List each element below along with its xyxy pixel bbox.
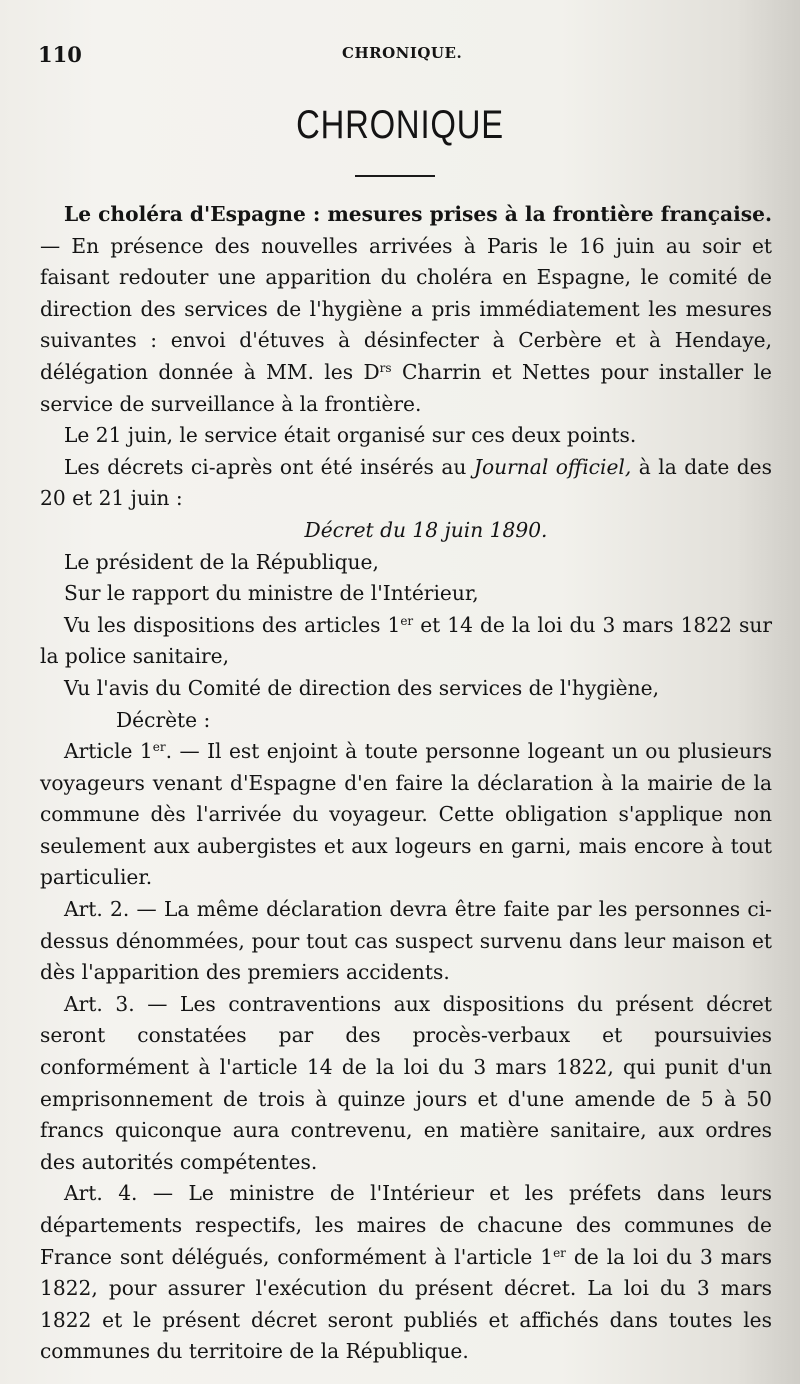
paragraph-decrees	[40, 452, 772, 515]
article-1	[40, 736, 772, 894]
article-1-label-a: Article 1	[64, 739, 153, 764]
intro-paragraph	[40, 199, 772, 420]
article-4-superscript: er	[553, 1245, 566, 1260]
intro-text-b: Charrin et Nettes pour installer le service de surveillance à la frontière.	[40, 359, 772, 416]
preamble-3-superscript: er	[400, 613, 414, 628]
page-number: 110	[38, 42, 82, 67]
running-title: CHRONIQUE.	[342, 44, 463, 62]
preamble-3-text-b: et 14 de la loi du 3 mars 1822 sur la police sanitaire,	[40, 612, 772, 669]
article-4	[40, 1178, 772, 1368]
article-4-text-a: Art. 4. — Le ministre de l'Intérieur et les préfets dans leurs départements respectifs, les maires de chacune des communes de France sont délégués, conformément à l'article 1	[40, 1181, 772, 1269]
article-4-text-b: de la loi du 3 mars 1822, pour assurer l'exécution du présent décret. La loi du 3 mars 1822 et le présent décret seront publiés et affichés dans toutes les communes du territoire de la République.	[40, 1244, 772, 1364]
preamble-3-text-a: Vu les dispositions des articles 1	[64, 612, 401, 637]
section-heading: Le choléra d'Espagne : mesures prises à la frontière française.	[64, 202, 772, 226]
article-1-text: — Il est enjoint à toute personne logeant un ou plusieurs voyageurs venant d'Espagne d'en faire la déclaration à la mairie de la commune dès l'arrivée du voyageur. Cette obligation s'applique non seulement aux aubergistes et aux logeurs en garni, mais encore à tout particulier.	[40, 739, 772, 890]
running-head	[38, 38, 760, 72]
decree-preamble-2: Sur le rapport du ministre de l'Intérieur,	[64, 581, 479, 606]
article-1-superscript: er	[152, 740, 166, 755]
decrees-text-b: à la date des 20 et 21 juin :	[40, 454, 772, 511]
decree-preamble-1: Le président de la République,	[64, 549, 379, 574]
article-3: Art. 3. — Les contraventions aux dispositions du présent décret seront constatées par des procès-verbaux et poursuivies conformément à l'article 14 de la loi du 3 mars 1822, qui punit d'un emprisonnement de trois à quinze jours et d'une amende de 5 à 50 francs quiconque aura contrevenu, en matière sanitaire, aux ordres des autorités compétentes.	[40, 991, 772, 1174]
decree-enacting-clause: Décrète :	[116, 707, 211, 732]
decree-preamble-4: Vu l'avis du Comité de direction des services de l'hygiène,	[64, 675, 659, 700]
article-1-label-b: .	[165, 739, 173, 764]
decree-preamble-3	[40, 610, 772, 673]
decree-title: Décret du 18 juin 1890.	[304, 517, 548, 542]
decrees-text-a: Les décrets ci-après ont été insérés au	[64, 454, 474, 479]
article-2: Art. 2. — La même déclaration devra être faite par les personnes ci-dessus dénommées, pour tout cas suspect survenu dans leur maison et dès l'apparition des premiers accidents.	[40, 897, 772, 985]
body-text	[40, 199, 772, 1368]
intro-text-a: — En présence des nouvelles arrivées à Paris le 16 juin au soir et faisant redouter une apparition du choléra en Espagne, le comité de direction des services de l'hygiène a pris immédiatement les mesures suivantes : envoi d'étuves à désinfecter à Cerbère et à Hendaye, délégation donnée à MM. les D	[40, 233, 772, 384]
title-divider	[355, 175, 435, 177]
paragraph-organized: Le 21 juin, le service était organisé sur ces deux points.	[64, 423, 637, 448]
page-title: CHRONIQUE	[296, 103, 504, 147]
journal-title: Journal officiel,	[473, 454, 632, 479]
intro-superscript: rs	[379, 360, 392, 375]
